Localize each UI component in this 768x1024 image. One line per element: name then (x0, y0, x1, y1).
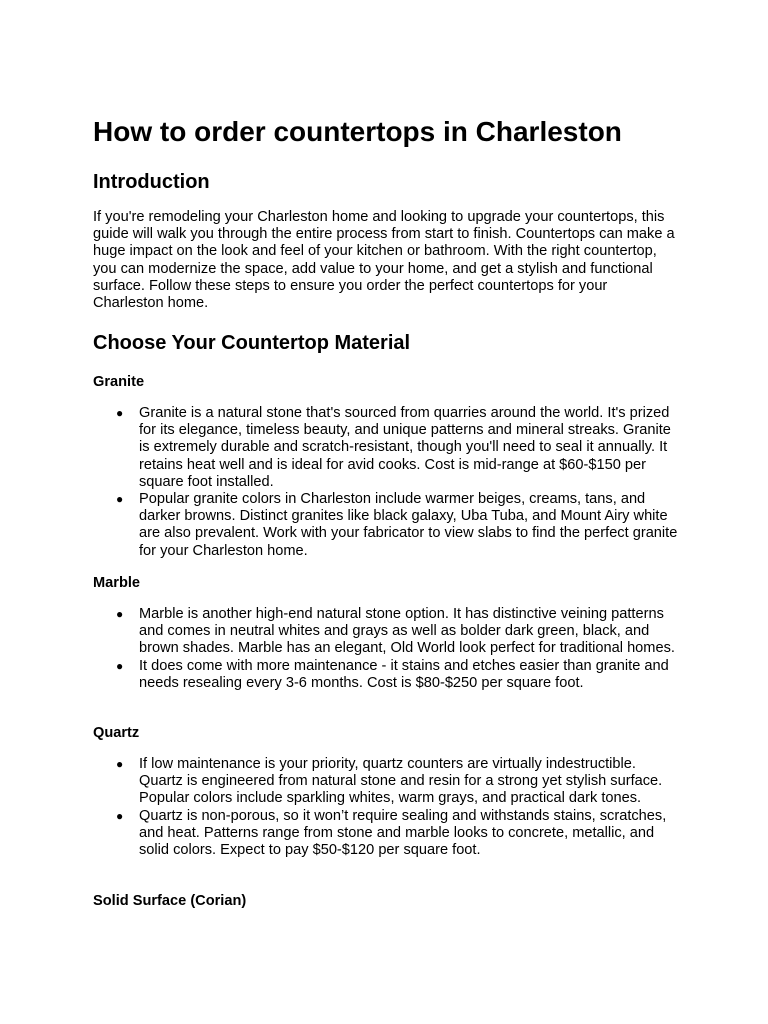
quartz-list (93, 756, 678, 859)
bullet-icon: ● (116, 492, 124, 507)
introduction-heading: Introduction (93, 171, 210, 193)
list-item-text: Quartz is non-porous, so it won’t require sealing and withstands stains, scratches, and heat. Patterns range from stone and marble looks to concrete, metallic, and solid colors. Expect to pay $50-$120 per square foot. (139, 807, 667, 859)
list-item (93, 606, 678, 658)
list-item (93, 756, 678, 808)
quartz-heading: Quartz (93, 725, 140, 741)
marble-list (93, 606, 678, 692)
list-item-text: Popular granite colors in Charleston include warmer beiges, creams, tans, and darker browns. Distinct granites like black galaxy, Uba Tuba, and Mount Airy white are also prevalent. Work with your fabricator to view slabs to find the perfect granite for your Charleston home. (139, 491, 678, 559)
list-item-text: It does come with more maintenance - it stains and etches easier than granite and needs resealing every 3-6 months. Cost is $80-$250 per square foot. (139, 657, 669, 691)
list-item-text: Granite is a natural stone that's sourced from quarries around the world. It's prized for its elegance, timeless beauty, and unique patterns and mineral streaks. Granite is extremely durable and scratch-resistant, though you'll need to seal it annually. It retains heat well and is ideal for avid cooks. Cost is mid-range at $60-$150 per square foot installed. (139, 405, 671, 490)
introduction-paragraph: If you're remodeling your Charleston home and looking to upgrade your countertops, this guide will walk you through the entire process from start to finish. Countertops can make a huge impact on the look and feel of your kitchen or bathroom. With the right countertop, you can modernize the space, add value to your home, and get a stylish and functional surface. Follow these steps to ensure you order the perfect countertops for your Charleston home. (93, 209, 675, 312)
bullet-icon: ● (116, 658, 124, 673)
material-section-heading: Choose Your Countertop Material (93, 332, 411, 354)
solid-surface-heading: Solid Surface (Corian) (93, 893, 247, 909)
list-item-text: If low maintenance is your priority, quartz counters are virtually indestructible. Quartz is engineered from natural stone and resin for a strong yet stylish surface. Popular colors include sparkling whites, warm grays, and practical dark tones. (139, 756, 663, 807)
page-title: How to order countertops in Charleston (93, 116, 622, 147)
bullet-icon: ● (116, 607, 124, 621)
granite-heading: Granite (93, 374, 145, 390)
list-item-text: Marble is another high-end natural stone option. It has distinctive veining patterns and comes in neutral whites and grays as well as bolder dark green, black, and brown shades. Marble has an elegant, Old World look perfect for traditional homes. (139, 606, 675, 657)
list-item (93, 491, 678, 560)
list-item (93, 658, 678, 692)
bullet-icon: ● (116, 808, 124, 823)
bullet-icon: ● (116, 406, 124, 420)
list-item (93, 405, 678, 491)
marble-heading: Marble (93, 575, 141, 591)
list-item (93, 808, 678, 860)
granite-list (93, 405, 678, 560)
bullet-icon: ● (116, 757, 124, 771)
